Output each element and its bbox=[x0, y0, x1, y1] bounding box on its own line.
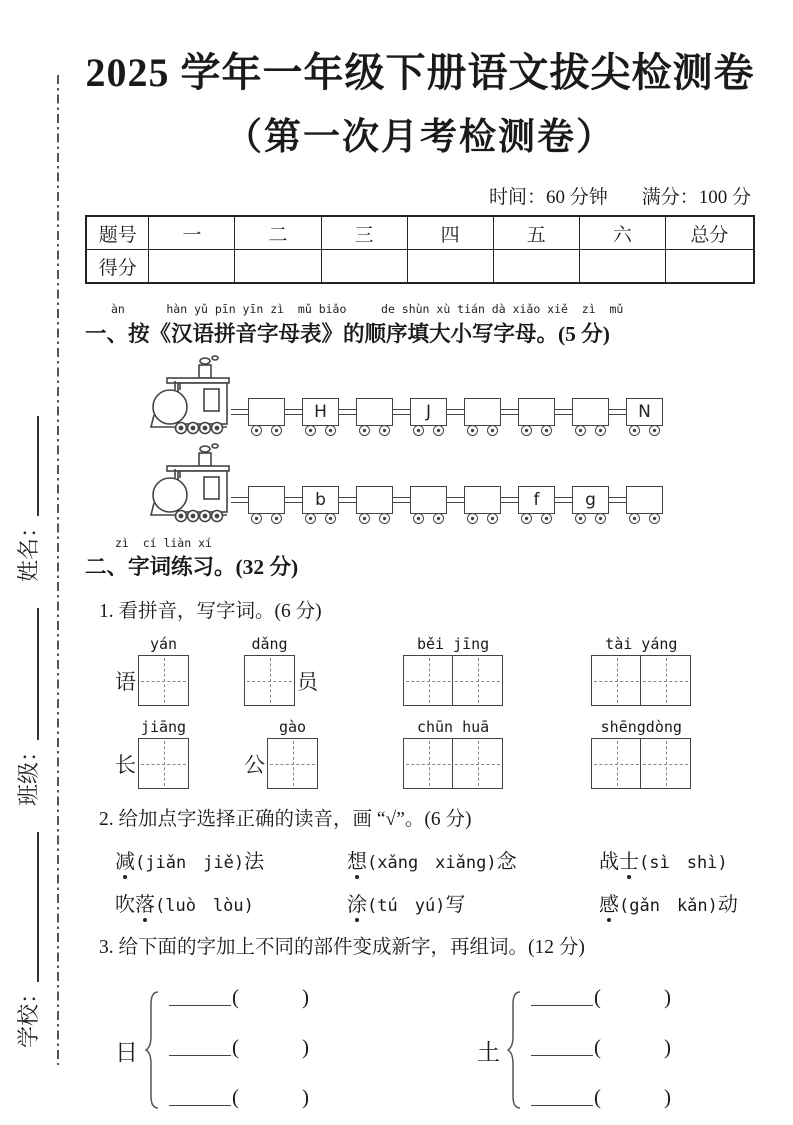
q3-content bbox=[115, 975, 755, 1125]
letter-box[interactable] bbox=[626, 486, 663, 514]
pronunciation-choice-item bbox=[347, 845, 599, 874]
word-parens[interactable]: ( ) bbox=[594, 1035, 671, 1059]
train-engine-icon bbox=[147, 354, 231, 436]
train-coupler bbox=[501, 409, 518, 415]
letter-box[interactable] bbox=[356, 486, 393, 514]
letter-box[interactable]: J bbox=[410, 398, 447, 426]
writing-box[interactable] bbox=[640, 655, 691, 706]
writing-box[interactable] bbox=[591, 738, 642, 789]
given-character: 公 bbox=[244, 753, 265, 777]
score-header-cell: 五 bbox=[493, 216, 579, 250]
given-character: 语 bbox=[115, 670, 136, 694]
score-input-cell[interactable] bbox=[321, 250, 407, 284]
score-input-cell[interactable] bbox=[579, 250, 665, 284]
plain-character: 念 bbox=[496, 851, 517, 873]
q2-row2 bbox=[115, 888, 755, 917]
word-parens[interactable]: ( ) bbox=[594, 1085, 671, 1109]
pinyin-label: gào bbox=[278, 718, 307, 736]
score-header-cell: 一 bbox=[149, 216, 235, 250]
word-parens[interactable]: ( ) bbox=[232, 1085, 309, 1109]
train-coupler bbox=[555, 409, 572, 415]
alphabet-train-lowercase bbox=[147, 442, 755, 524]
q3-heading: 3. 给下面的字加上不同的部件变成新字，再组词。(12 分) bbox=[99, 937, 585, 958]
score-input-cell[interactable] bbox=[665, 250, 754, 284]
page-subtitle: （第一次月考检测卷） bbox=[225, 117, 615, 158]
score-table bbox=[85, 215, 755, 284]
pronunciation-options[interactable]: (sì shì) bbox=[639, 853, 728, 873]
class-label: 班级： bbox=[16, 739, 41, 806]
base-character: 日 bbox=[115, 1039, 138, 1065]
name-blank[interactable] bbox=[35, 416, 39, 516]
train-coupler bbox=[285, 409, 302, 415]
pinyin-label: dǎng bbox=[251, 635, 288, 653]
pronunciation-choice-item bbox=[115, 845, 347, 874]
answer-blank[interactable] bbox=[169, 1003, 231, 1006]
dotted-character: 涂 bbox=[347, 888, 367, 917]
q1-row1 bbox=[115, 635, 755, 706]
section1-heading: 一、按《汉语拼音字母表》的顺序填大小写字母。(5 分) bbox=[85, 321, 610, 346]
score-header-cell: 三 bbox=[321, 216, 407, 250]
train-coupler bbox=[231, 497, 248, 503]
word-blank-line bbox=[531, 1025, 671, 1061]
pronunciation-options[interactable]: (luò lòu) bbox=[155, 896, 254, 916]
train-coupler bbox=[447, 409, 464, 415]
train-coupler bbox=[447, 497, 464, 503]
letter-box[interactable] bbox=[356, 398, 393, 426]
score-input-cell[interactable] bbox=[149, 250, 235, 284]
pronunciation-options[interactable]: (tú yú) bbox=[367, 896, 446, 916]
brace-icon bbox=[145, 990, 161, 1110]
class-blank[interactable] bbox=[35, 608, 39, 740]
given-character: 员 bbox=[297, 670, 318, 694]
pinyin-write-group bbox=[115, 718, 189, 789]
score-table-score-row bbox=[86, 250, 754, 284]
train-coupler bbox=[339, 409, 356, 415]
answer-blank[interactable] bbox=[169, 1053, 231, 1056]
letter-box[interactable] bbox=[410, 486, 447, 514]
word-blank-line bbox=[531, 975, 671, 1011]
base-character: 土 bbox=[477, 1039, 500, 1065]
section2-pinyin: zì cí liàn xí bbox=[115, 535, 212, 550]
plain-character: 法 bbox=[244, 851, 265, 873]
char-extension-group bbox=[477, 975, 671, 1125]
pinyin-label: shēngdòng bbox=[600, 718, 682, 736]
answer-blank[interactable] bbox=[531, 1053, 593, 1056]
writing-box[interactable] bbox=[640, 738, 691, 789]
full-score: 满分：100 分 bbox=[641, 187, 751, 208]
score-header-cell: 四 bbox=[407, 216, 493, 250]
train-coupler bbox=[609, 409, 626, 415]
score-input-cell[interactable] bbox=[235, 250, 321, 284]
dotted-character: 减 bbox=[115, 845, 135, 874]
q2-row1 bbox=[115, 845, 755, 874]
pinyin-label: tài yáng bbox=[605, 635, 678, 653]
writing-box[interactable] bbox=[403, 738, 454, 789]
pronunciation-choice-item bbox=[115, 888, 347, 917]
train-coupler bbox=[285, 497, 302, 503]
letter-box[interactable] bbox=[248, 398, 285, 426]
writing-box[interactable] bbox=[452, 738, 503, 789]
pinyin-label: jiāng bbox=[140, 718, 187, 736]
score-header-cell: 题号 bbox=[86, 216, 149, 250]
word-parens[interactable]: ( ) bbox=[594, 985, 671, 1009]
answer-blank[interactable] bbox=[531, 1103, 593, 1106]
pinyin-label: běi jīng bbox=[416, 635, 490, 653]
score-header-cell: 总分 bbox=[665, 216, 754, 250]
letter-box[interactable] bbox=[248, 486, 285, 514]
time-limit: 时间：60 分钟 bbox=[488, 187, 608, 208]
brace-icon bbox=[507, 990, 523, 1110]
score-input-cell[interactable] bbox=[493, 250, 579, 284]
pronunciation-choice-item bbox=[599, 845, 755, 874]
pinyin-write-group bbox=[115, 635, 189, 706]
writing-box[interactable] bbox=[403, 655, 454, 706]
pronunciation-options[interactable]: (jiǎn jiě) bbox=[135, 853, 245, 873]
plain-character: 动 bbox=[717, 894, 738, 916]
word-blank-line bbox=[169, 975, 309, 1011]
writing-box[interactable] bbox=[267, 738, 318, 789]
score-header-cell: 二 bbox=[235, 216, 321, 250]
dotted-character: 想 bbox=[347, 845, 367, 874]
writing-box[interactable] bbox=[138, 655, 189, 706]
train-coupler bbox=[501, 497, 518, 503]
pinyin-write-group bbox=[403, 635, 503, 706]
pinyin-write-group bbox=[244, 635, 318, 706]
letter-box[interactable]: N bbox=[626, 398, 663, 426]
student-info-sidebar bbox=[12, 308, 43, 1048]
q2-heading: 2. 给加点字选择正确的读音，画 “√”。(6 分) bbox=[99, 809, 472, 830]
plain-character: 战 bbox=[599, 851, 619, 873]
dotted-character: 落 bbox=[135, 888, 155, 917]
pinyin-write-group bbox=[591, 635, 691, 706]
letter-box[interactable]: b bbox=[302, 486, 339, 514]
letter-box[interactable] bbox=[464, 398, 501, 426]
school-field bbox=[12, 832, 43, 1048]
pinyin-write-group bbox=[591, 718, 691, 789]
score-header-cell: 六 bbox=[579, 216, 665, 250]
char-extension-group bbox=[115, 975, 309, 1125]
letter-box[interactable] bbox=[464, 486, 501, 514]
given-character: 长 bbox=[115, 753, 136, 777]
word-blank-line bbox=[169, 1075, 309, 1111]
plain-character: 写 bbox=[445, 894, 466, 916]
plain-character: 吹 bbox=[115, 894, 135, 916]
section2-heading: 二、字词练习。(32 分) bbox=[85, 555, 299, 579]
section1-pinyin: àn hàn yǔ pīn yīn zì mǔ biǎo de shùn xù tián dà xiǎo xiě zì mǔ bbox=[111, 302, 624, 316]
q1-row2 bbox=[115, 718, 755, 789]
pinyin-write-group bbox=[244, 718, 318, 789]
pinyin-label: yán bbox=[149, 635, 178, 653]
school-label: 学校： bbox=[16, 981, 41, 1048]
dotted-character: 感 bbox=[599, 888, 619, 917]
writing-box[interactable] bbox=[138, 738, 189, 789]
pronunciation-options[interactable]: (xǎng xiǎng) bbox=[367, 853, 497, 873]
pinyin-label: chūn huā bbox=[416, 718, 490, 736]
school-blank[interactable] bbox=[35, 832, 39, 982]
exam-paper bbox=[85, 0, 755, 1125]
train-coupler bbox=[609, 497, 626, 503]
letter-box[interactable] bbox=[572, 398, 609, 426]
word-blank-line bbox=[169, 1025, 309, 1061]
letter-box[interactable]: f bbox=[518, 486, 555, 514]
answer-blank[interactable] bbox=[169, 1103, 231, 1106]
word-parens[interactable]: ( ) bbox=[232, 985, 309, 1009]
letter-box[interactable]: H bbox=[302, 398, 339, 426]
letter-box[interactable]: g bbox=[572, 486, 609, 514]
score-table-header-row bbox=[86, 216, 754, 250]
train-coupler bbox=[339, 497, 356, 503]
pinyin-write-group bbox=[403, 718, 503, 789]
word-parens[interactable]: ( ) bbox=[232, 1035, 309, 1059]
writing-box[interactable] bbox=[452, 655, 503, 706]
score-input-cell[interactable] bbox=[407, 250, 493, 284]
train-coupler bbox=[231, 409, 248, 415]
train-coupler bbox=[393, 497, 410, 503]
pronunciation-options[interactable]: (gǎn kǎn) bbox=[619, 896, 718, 916]
letter-box[interactable] bbox=[518, 398, 555, 426]
name-field bbox=[12, 416, 43, 582]
dotted-character: 士 bbox=[619, 845, 639, 874]
answer-blank[interactable] bbox=[531, 1003, 593, 1006]
score-row-label: 得分 bbox=[86, 250, 149, 284]
pronunciation-choice-item bbox=[347, 888, 599, 917]
exam-meta bbox=[85, 182, 751, 209]
writing-box[interactable] bbox=[244, 655, 295, 706]
page-title: 2025 学年一年级下册语文拔尖检测卷 bbox=[85, 50, 755, 95]
writing-box[interactable] bbox=[591, 655, 642, 706]
train-coupler bbox=[393, 409, 410, 415]
train-engine-icon bbox=[147, 442, 231, 524]
fold-cut-line bbox=[57, 75, 59, 1065]
q1-heading: 1. 看拼音，写字词。(6 分) bbox=[99, 601, 322, 622]
train-coupler bbox=[555, 497, 572, 503]
class-field bbox=[12, 608, 43, 806]
alphabet-train-uppercase bbox=[147, 354, 755, 436]
word-blank-line bbox=[531, 1075, 671, 1111]
name-label: 姓名： bbox=[16, 515, 41, 582]
pronunciation-choice-item bbox=[599, 888, 755, 917]
